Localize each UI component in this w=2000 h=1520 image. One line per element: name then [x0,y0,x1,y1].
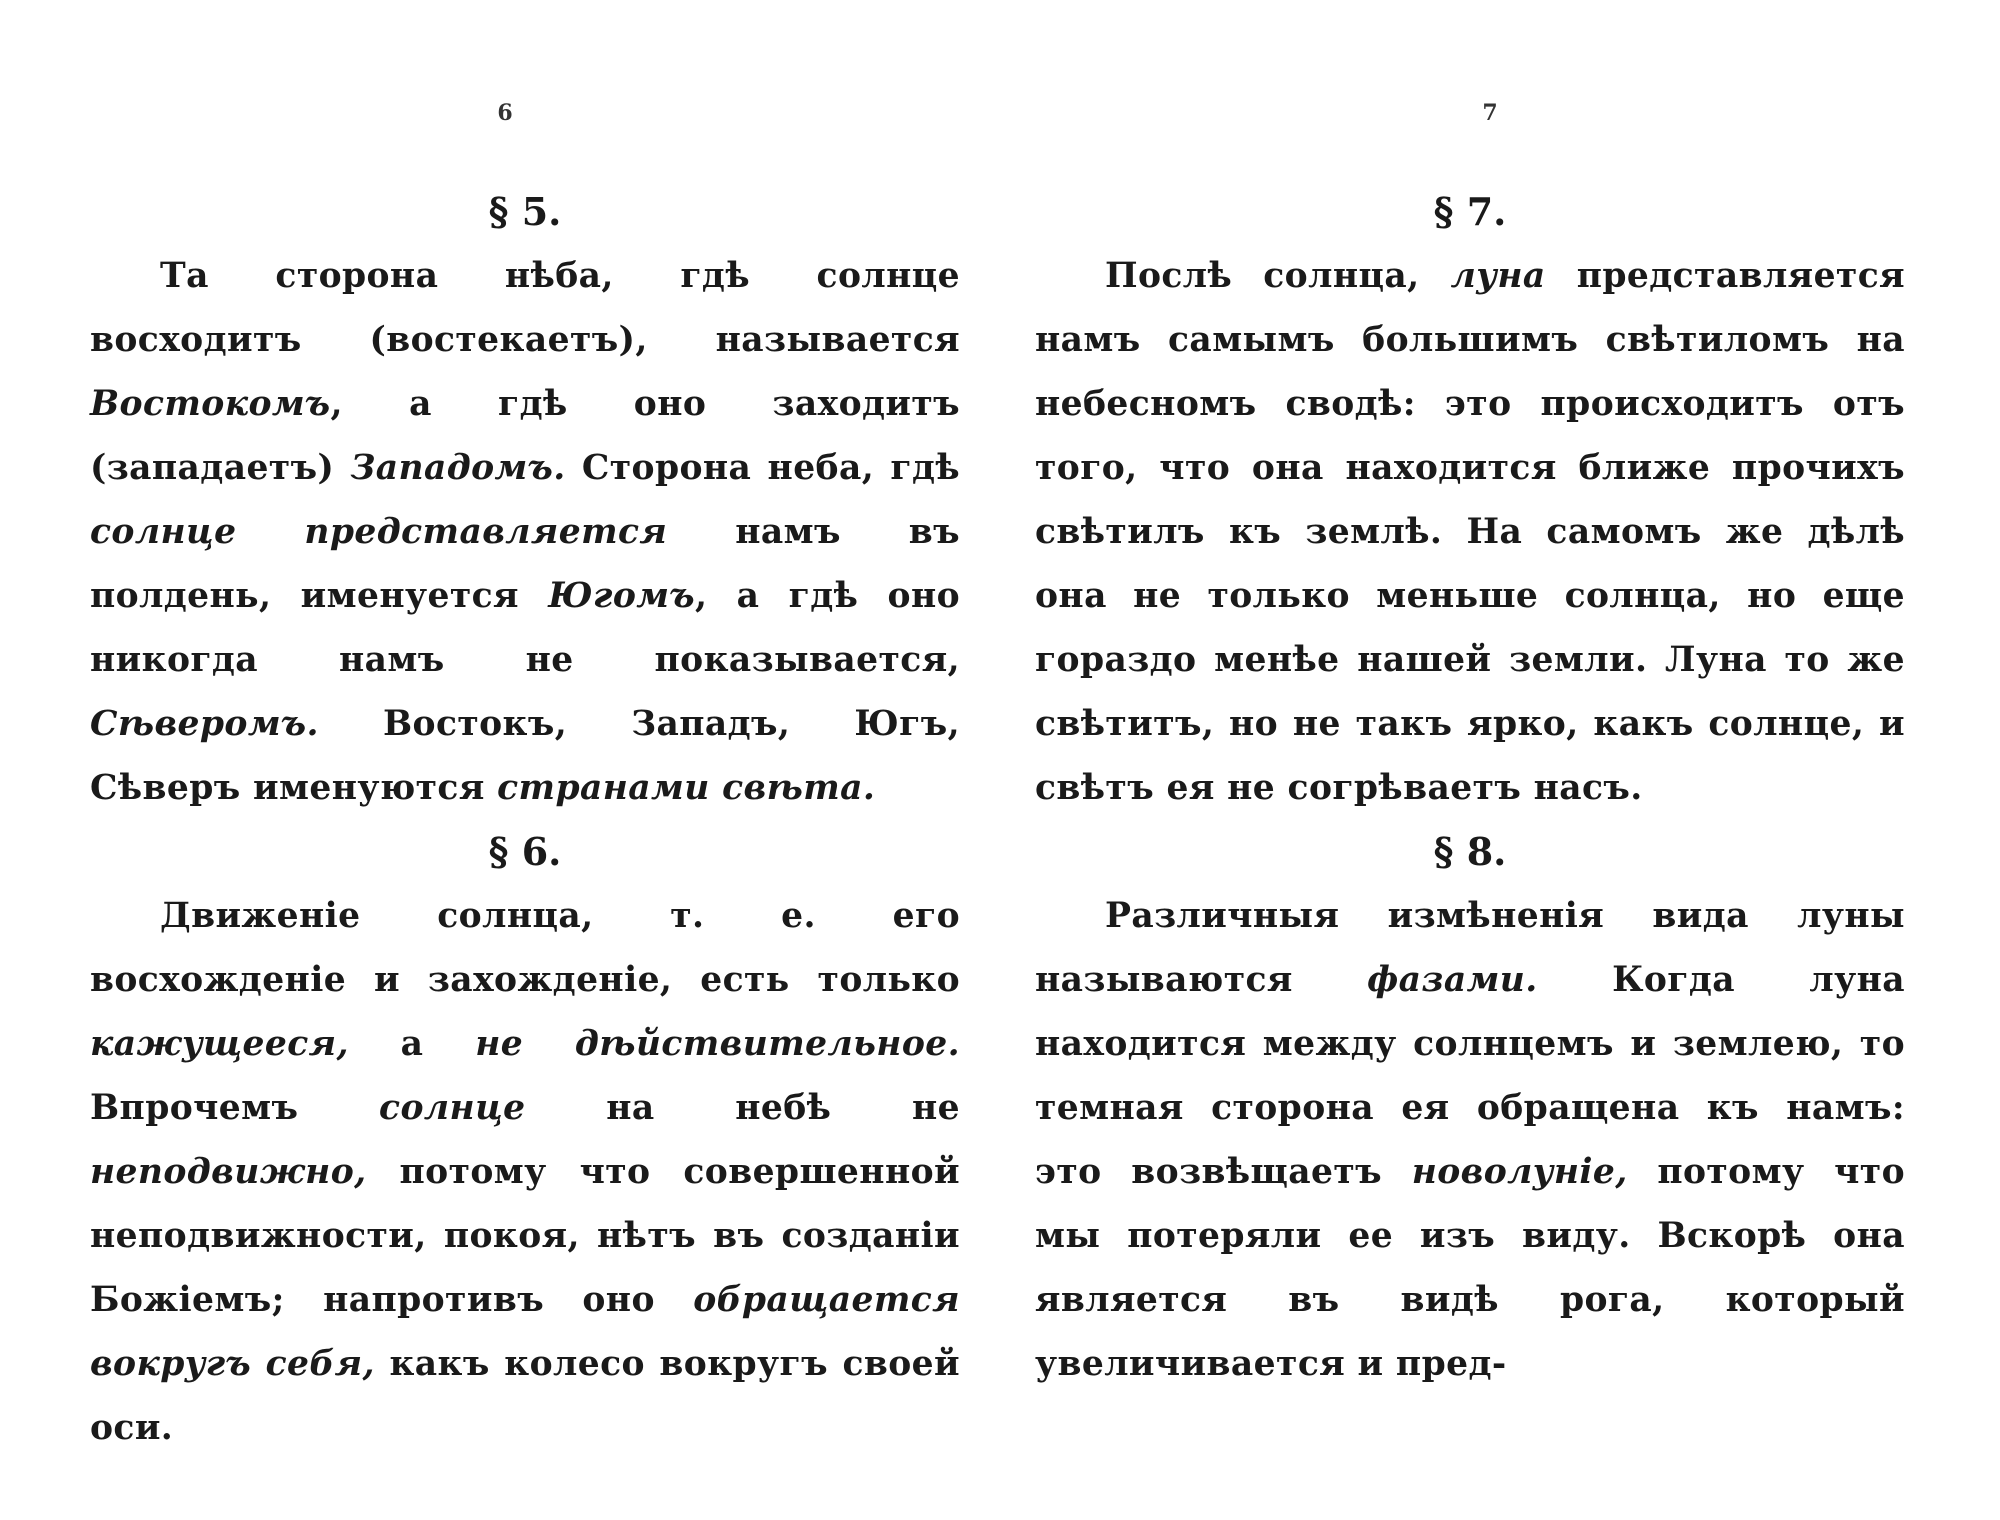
text-run: намъ въ полдень, именуется [90,512,960,616]
emphasized-text: Югомъ [548,576,695,616]
text-run: , а гдѣ оно заходитъ (западаетъ) [90,384,960,488]
section-heading-6: § 6. [488,829,562,874]
section-heading-5: § 5. [488,189,562,234]
text-run: потому что совершенной неподвижности, покоя, нѣтъ въ созданіи Божіемъ; напротивъ оно [90,1152,960,1320]
section-heading-8: § 8. [1433,829,1507,874]
left-page [90,0,960,1520]
text-run: Сторона неба, гдѣ [565,448,961,488]
emphasized-text: солнце представляется [90,512,668,552]
emphasized-text: обращается вокругъ себя, [90,1280,960,1384]
emphasized-text: луна [1450,256,1546,296]
emphasized-text: не дѣйствительное. [475,1024,960,1064]
emphasized-text: фазами. [1367,960,1538,1000]
emphasized-text: Западомъ. [350,448,566,488]
text-run: Та сторона нѣба, гдѣ солнце восходитъ (востекаетъ), называется [90,256,960,360]
page-content [90,180,960,1460]
text-run: Послѣ солнца, [1105,256,1451,296]
section-paragraph-7 [1035,244,1905,820]
text-run: а [348,1024,476,1064]
section-paragraph-5 [90,244,960,820]
text-run: какъ колесо вокругъ своей оси. [90,1344,960,1448]
text-run: Различныя измѣненія вида луны называются [1035,896,1905,1000]
text-run: Впрочемъ [90,1088,380,1128]
text-run: Востокъ, Западъ, Югъ, Сѣверъ именуются [90,704,960,808]
page-number: 6 [497,100,513,126]
right-page [1035,0,1905,1520]
text-run: представляется намъ самымъ большимъ свѣтиломъ на небесномъ сводѣ: это происходитъ отъ того, что она находится ближе прочихъ свѣтилъ къ землѣ. На самомъ же дѣлѣ она не только меньше солнца, но еще гораздо менѣе нашей земли. Луна то же свѣтитъ, но не такъ ярко, какъ солнце, и свѣтъ ея не согрѣваетъ насъ. [1035,256,1905,808]
text-run: , а гдѣ оно никогда намъ не показывается, [90,576,961,680]
emphasized-text: Востокомъ [90,384,331,424]
emphasized-text: неподвижно, [90,1152,367,1192]
text-run: потому что мы потеряли ее изъ виду. Вскорѣ она является въ видѣ рога, который увеличивается и пред- [1035,1152,1905,1384]
emphasized-text: странами свѣта. [497,768,876,808]
emphasized-text: кажущееся, [90,1024,349,1064]
text-run: на небѣ не [525,1088,960,1128]
section-heading-7: § 7. [1433,189,1507,234]
text-run: Движеніе солнца, т. е. его восхожденіе и захожденіе, есть только [90,896,960,1000]
page-number: 7 [1482,100,1498,126]
page-content [1035,180,1905,1396]
section-paragraph-6 [90,884,960,1460]
section-paragraph-8 [1035,884,1905,1396]
emphasized-text: новолуніе, [1411,1152,1628,1192]
text-run: Когда луна находится между солнцемъ и землею, то темная сторона ея обращена къ намъ: это возвѣщаетъ [1035,960,1905,1192]
emphasized-text: Сѣверомъ. [90,704,319,744]
emphasized-text: солнце [379,1088,526,1128]
